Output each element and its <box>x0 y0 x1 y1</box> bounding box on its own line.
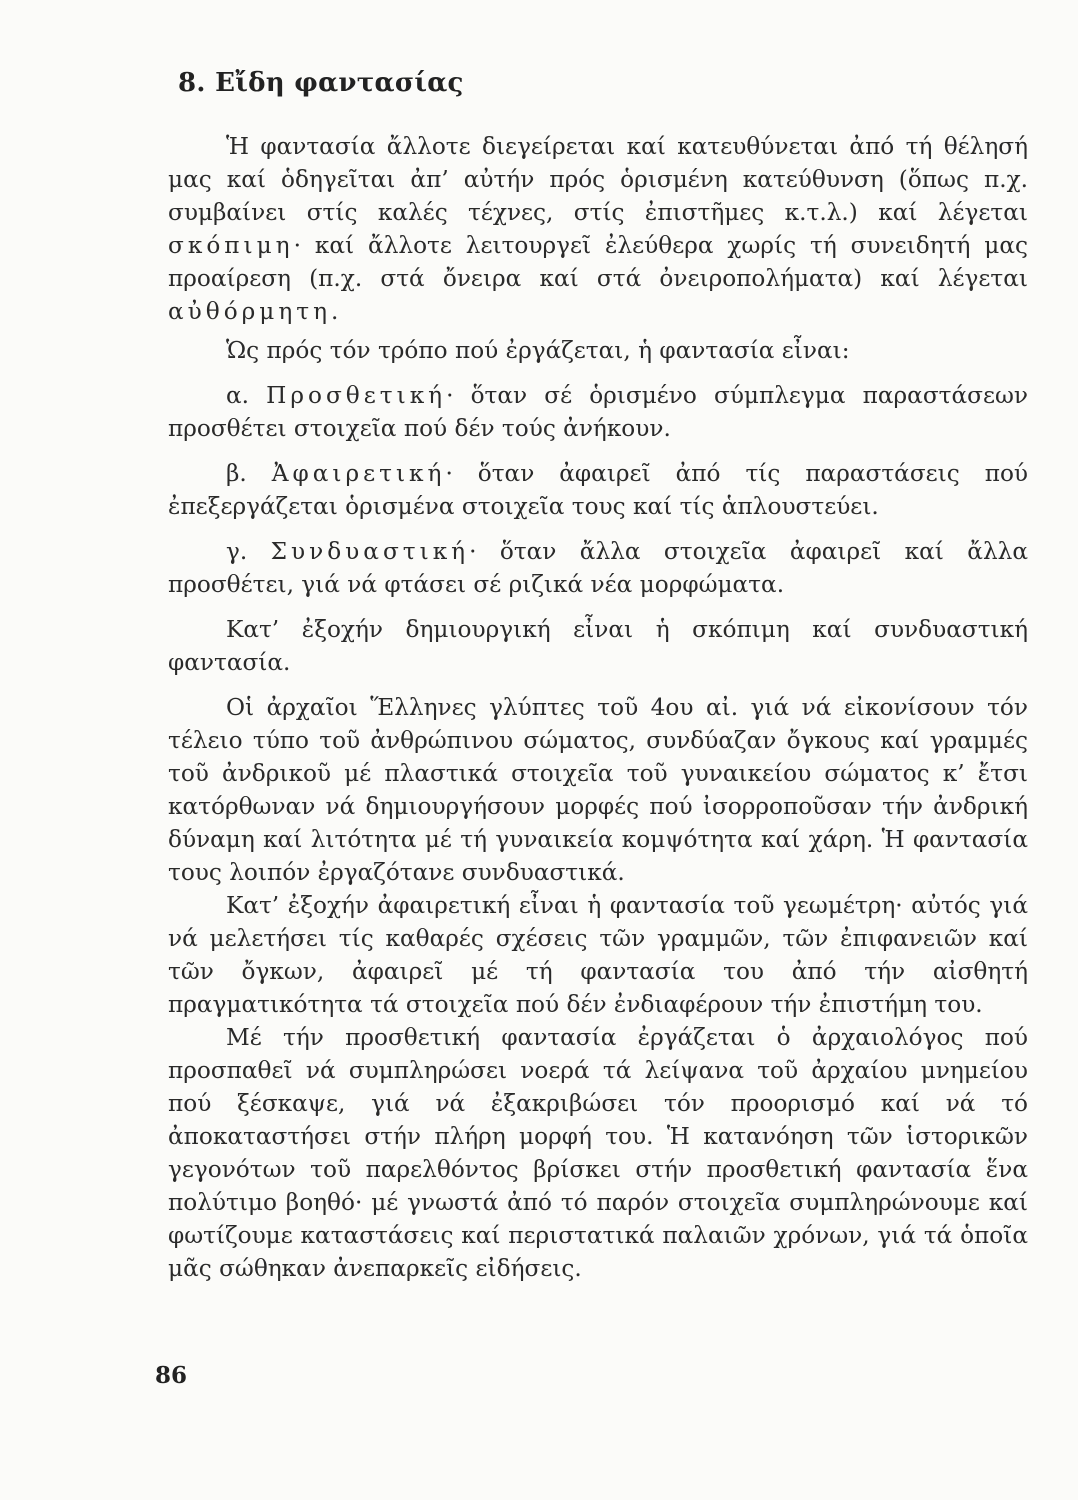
list-item-additive <box>168 379 1028 445</box>
list-text-b: · ὅταν ἀφαιρεῖ ἀπό τίς παραστάσεις πού ἐπεξεργάζεται ὁρισμένα στοιχεῖα τους καί τίς ἁπλουστεύει. <box>168 460 1028 520</box>
list-text-c: · ὅταν ἄλλα στοιχεῖα ἀφαιρεῖ καί ἄλλα προσθέτει, γιά νά φτάσει σέ ριζικά νέα μορφώματα. <box>168 538 1028 598</box>
list-item-combinatory <box>168 535 1028 601</box>
paragraph-geometer: Κατ’ ἐξοχήν ἀφαιρετική εἶναι ἡ φαντασία τοῦ γεωμέτρη· αὐτός γιά νά μελετήσει τίς καθαρές σχέσεις τῶν γραμμῶν, τῶν ἐπιφανειῶν καί τῶν ὄγκων, ἀφαιρεῖ μέ τή φαντασία του ἀπό τήν αἰσθητή πραγματικότητα τά στοιχεῖα πού δέν ἐνδιαφέρουν τήν ἐπιστήμη του. <box>168 892 1028 1018</box>
paragraph-creative: Κατ’ ἐξοχήν δημιουργική εἶναι ἡ σκόπιμη καί συνδυαστική φαντασία. <box>168 616 1028 676</box>
list-label-b: β. <box>226 460 272 487</box>
paragraph-sculptors: Οἱ ἀρχαῖοι Ἕλληνες γλύπτες τοῦ 4ου αἰ. γιά νά εἰκονίσουν τόν τέλειο τύπο τοῦ ἀνθρώπινου σώματος, συνδύαζαν ὄγκους καί γραμμές τοῦ ἀνδρικοῦ μέ πλαστικά στοιχεῖα τοῦ γυναικείου σώματος κ’ ἔτσι κατόρθωναν νά δημιουργήσουν μορφές πού ἰσορροποῦσαν τήν ἀνδρική δύναμη καί λιτότητα μέ τή γυναικεία κομψότητα καί χάρη. Ἡ φαντασία τους λοιπόν ἐργαζότανε συνδυαστικά. <box>168 694 1028 886</box>
list-text-a: · ὅταν σέ ὁρισμένο σύμπλεγμα παραστάσεων προσθέτει στοιχεῖα πού δέν τούς ἀνήκουν. <box>168 382 1028 442</box>
list-label-a: α. <box>226 382 267 409</box>
intro-text-before: Ἡ φαντασία ἄλλοτε διεγείρεται καί κατευθύνεται ἀπό τή θέλησή μας καί ὁδηγεῖται ἀπ’ αὐτήν πρός ὁρισμένη κατεύθυνση (ὅπως π.χ. συμβαίνει στίς καλές τέχνες, στίς ἐπιστῆμες κ.τ.λ.) καί λέγεται <box>168 133 1028 226</box>
section-heading: 8. Εἴδη φαντασίας <box>178 68 464 98</box>
intro-text-after: . <box>331 298 339 325</box>
term-syndyastiki: Συνδυαστική <box>270 538 470 565</box>
paragraph-archaeologist: Μέ τήν προσθετική φαντασία ἐργάζεται ὁ ἀρχαιολόγος πού προσπαθεῖ νά συμπληρώσει νοερά τά λείψανα τοῦ ἀρχαίου μνημείου πού ξέσκαψε, γιά νά ἐξακριβώσει τόν προορισμό καί νά τό ἀποκαταστήσει στήν πλήρη μορφή του. Ἡ κατανόηση τῶν ἱστορικῶν γεγονότων τοῦ παρελθόντος βρίσκει στήν προσθετική φαντασία ἕνα πολύτιμο βοηθό· μέ γνωστά ἀπό τό παρόν στοιχεῖα συμπληρώνουμε καί φωτίζουμε καταστάσεις καί περιστατικά παλαιῶν χρόνων, γιά τά ὁποῖα μᾶς σώθηκαν ἀνεπαρκεῖς εἰδήσεις. <box>168 1024 1028 1282</box>
paragraph-types-lead: Ὡς πρός τόν τρόπο πού ἐργάζεται, ἡ φαντασία εἶναι: <box>226 337 850 364</box>
term-skopimi: σκόπιμη <box>168 232 294 259</box>
list-label-c: γ. <box>226 538 271 565</box>
term-authormiti: αὐθόρμητη <box>168 298 331 325</box>
list-item-subtractive <box>168 457 1028 523</box>
page-number: 86 <box>155 1362 188 1389</box>
intro-text-middle: · καί ἄλλοτε λειτουργεῖ ἐλεύθερα χωρίς τή συνειδητή μας προαίρεση (π.χ. στά ὄνειρα καί στά ὀνειροπολήματα) καί λέγεται <box>168 232 1028 292</box>
paragraph-intro <box>168 130 1028 328</box>
term-prosthetiki: Προσθετική <box>266 382 447 409</box>
page-content <box>168 68 1028 1285</box>
term-afairetiki: Ἀφαιρετική <box>271 460 446 487</box>
